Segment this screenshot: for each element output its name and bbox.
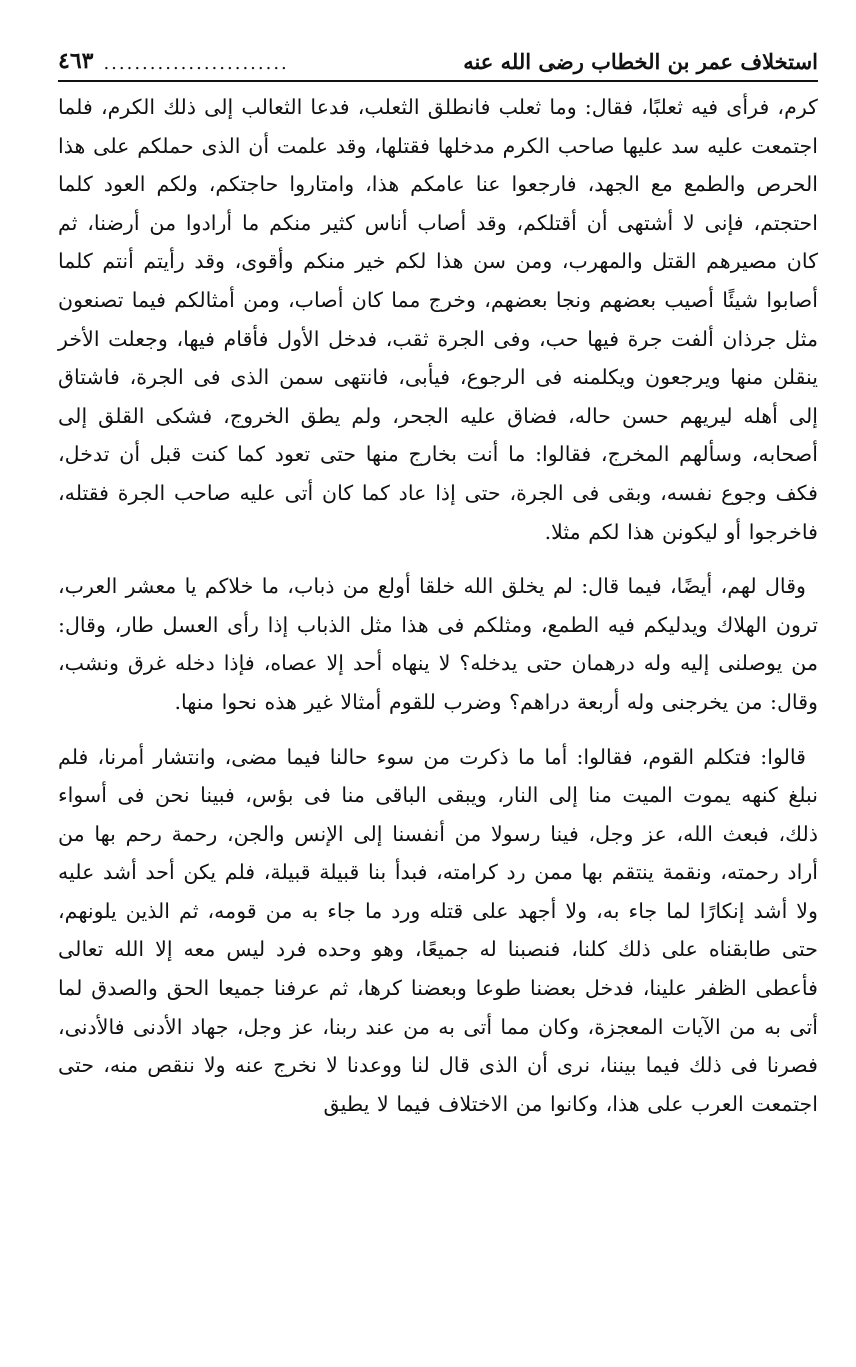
book-page	[58, 30, 818, 1350]
paragraph-1: كرم، فرأى فيه ثعلبًا، فقال: وما ثعلب فانطلق الثعلب، فدعا الثعالب إلى ذلك الكرم، فلما اجتمعت عليه سد عليها صاحب الكرم مدخلها فقتلها، وقد علمت أن الذى حملكم على هذا الحرص والطمع مع الجهد، فارجعوا عنا عامكم هذا، وامتاروا حاجتكم، ولكم العود كلما احتجتم، فإنى لا أشتهى أن أقتلكم، وقد أصاب أناس كثير منكم ما أرادوا من أرضنا، ثم كان مصيرهم القتل والمهرب، ومن سن هذا لكم خير منكم وأقوى، وقد رأيتم أنتم كلما أصابوا شيئًا أصيب بعضهم ونجا بعضهم، وخرج مما كان أصاب، ومن أمثالكم فيما تصنعون مثل جرذان ألفت جرة فيها حب، وفى الجرة ثقب، فدخل الأول فأقام فيها، وجعلت الأخر ينقلن منها ويرجعون ويكلمنه فى الرجوع، فيأبى، فانتهى سمن الذى فى الجرة، فاشتاق إلى أهله ليريهم حسن حاله، فضاق عليه الجحر، ولم يطق الخروج، فشكى القلق إلى أصحابه، وسألهم المخرج، فقالوا: ما أنت بخارج منها حتى تعود كما كنت قبل أن تدخل، فكف وجوع نفسه، وبقى فى الجرة، حتى إذا عاد كما كان أتى عليه صاحب الجرة فقتله، فاخرجوا أو ليكونن هذا لكم مثلا.	[58, 95, 818, 544]
paragraph-3: قالوا: فتكلم القوم، فقالوا: أما ما ذكرت من سوء حالنا فيما مضى، وانتشار أمرنا، فلم نبلغ كنهه يموت الميت منا إلى النار، ويبقى الباقى منا فى بؤس، فبينا نحن فى أسواء ذلك، فبعث الله، عز وجل، فينا رسولا من أنفسنا إلى الإنس والجن، رحمة رحم بها من أراد رحمته، ونقمة ينتقم بها ممن رد كرامته، فبدأ بنا قبيلة قبيلة، فلم يكن أحد أشد عليه ولا أشد إنكارًا لما جاء به، ولا أجهد على قتله ورد ما جاء به من قومه، ثم الذين يلونهم، حتى طابقناه على ذلك كلنا، فنصبنا له جميعًا، وهو وحده فرد ليس معه إلا الله تعالى فأعطى الظفر علينا، فدخل بعضنا طوعا وبعضنا كرها، ثم عرفنا جميعا الحق والصدق لما أتى به من الآيات المعجزة، وكان مما أتى به من عند ربنا، عز وجل، جهاد الأدنى فالأدنى، فصرنا فى ذلك فيما بيننا، نرى أن الذى قال لنا ووعدنا لا نخرج عنه ولا ننقص منه، حتى اجتمعت العرب على هذا، وكانوا من الاختلاف فيما لا يطيق	[58, 744, 818, 1116]
running-header	[58, 30, 818, 82]
body-text	[58, 88, 818, 1123]
chapter-title: استخلاف عمر بن الخطاب رضى الله عنه	[463, 49, 818, 74]
leader-dots: ........................	[103, 53, 289, 74]
page-number: ٤٦٣	[58, 48, 94, 74]
paragraph-2: وقال لهم، أيضًا، فيما قال: لم يخلق الله خلقا أولع من ذباب، ما خلاكم يا معشر العرب، ترون الهلاك ويدليكم فيه الطمع، ومثلكم فى هذا مثل الذباب إذا رأى العسل طار، وقال: من يوصلنى إليه وله درهمان حتى يدخله؟ لا ينهاه أحد إلا عصاه، فإذا دخله غرق ونشب، وقال: من يخرجنى وله أربعة دراهم؟ وضرب للقوم أمثالا غير هذه نحوا منها.	[58, 574, 818, 714]
